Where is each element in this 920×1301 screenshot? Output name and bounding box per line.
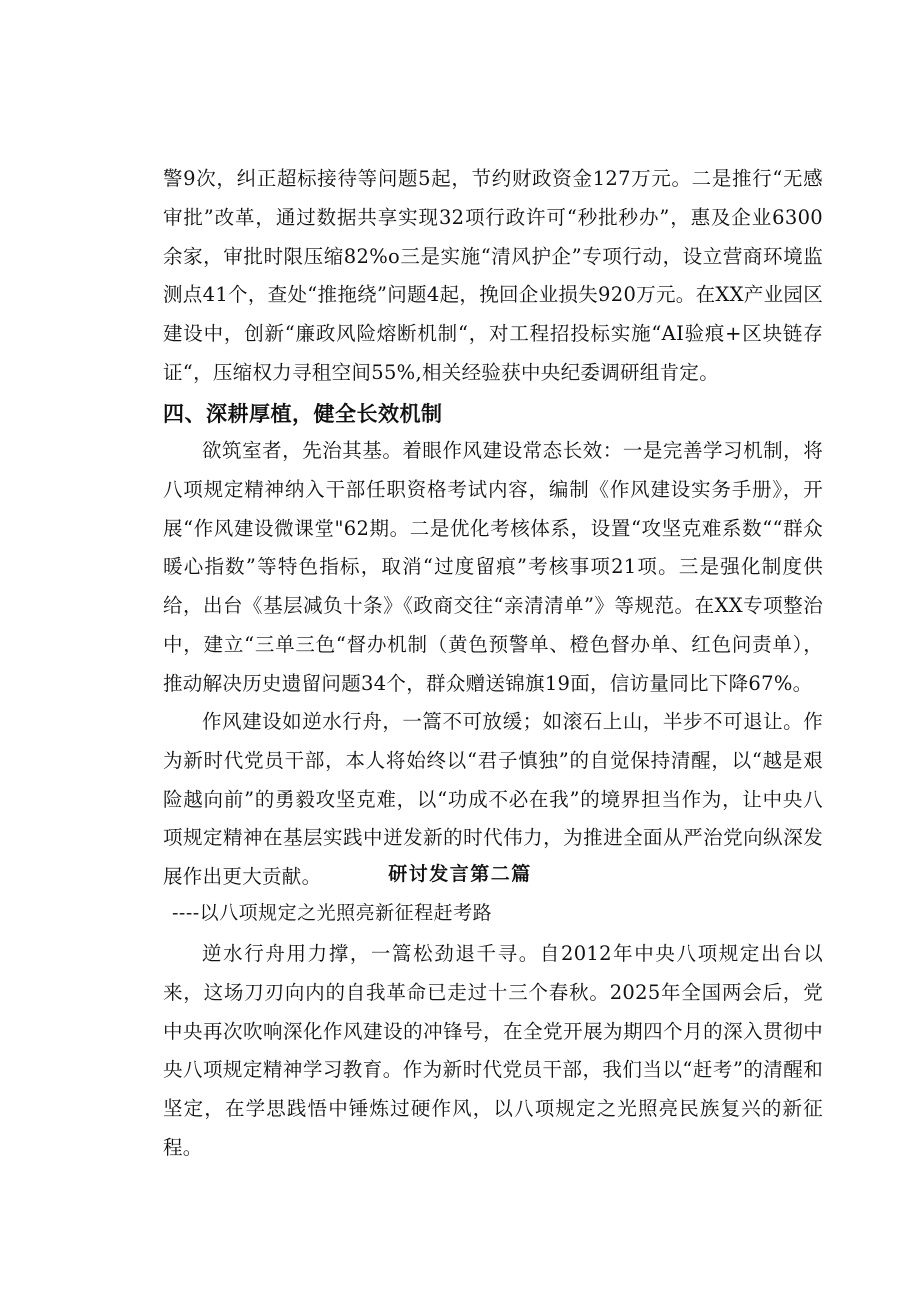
section-heading: 四、深耕厚植，健全长效机制 [163, 402, 443, 426]
paragraph-intro: 逆水行舟用力撑，一篙松劲退千寻。自2012年中央八项规定出台以来，这场刀刃向内的自我革命已走过十三个春秋。2025年全国两会后，党中央再次吹响深化作风建设的冲锋号，在全党开展为期四个月的深入贯彻中央八项规定精神学习教育。作为新时代党员干部，我们当以“赶考”的清醒和坚定，在学思践悟中锤炼过硬作风，以八项规定之光照亮民族复兴的新征程。 [163, 942, 823, 1159]
paragraph-continued: 警9次，纠正超标接待等问题5起，节约财政资金127万元。二是推行“无感审批”改革，通过数据共享实现32项行政许可“秒批秒办”，惠及企业6300余家，审批时限压缩82%o三是实施“清风护企”专项行动，设立营商环境监测点41个，查处“推拖绕”问题4起，挽回企业损失920万元。在XX产业园区建设中，创新“廉政风险熔断机制“，对工程招投标实施“AI验痕+区块链存证“，压缩权力寻租空间55%,相关经验获中央纪委调研组肯定。 [163, 167, 823, 384]
article-subtitle: ----以八项规定之光照亮新征程赶考路 [172, 902, 493, 924]
paragraph-conclusion: 作风建设如逆水行舟，一篙不可放缓；如滚石上山，半步不可退让。作为新时代党员干部，本人将始终以“君子慎独”的自觉保持清醒，以“越是艰险越向前”的勇毅攻坚克难，以“功成不必在我”的境界担当作为，让中央八项规定精神在基层实践中迸发新的时代伟力，为推进全面从严治党向纵深发展作出更大贡献。 [163, 710, 823, 889]
article-title: 研讨发言第二篇 [388, 863, 532, 885]
paragraph-mechanism: 欲筑室者，先治其基。着眼作风建设常态长效：一是完善学习机制，将八项规定精神纳入干部任职资格考试内容，编制《作风建设实务手册》，开展“作风建设微课堂"62期。二是优化考核体系，设置“攻坚克难系数““群众暖心指数”等特色指标，取消“过度留痕”考核事项21项。三是强化制度供给，出台《基层减负十条》《政商交往“亲清清单”》等规范。在XX专项整治中，建立“三单三色“督办机制（黄色预警单、橙色督办单、红色问责单），推动解决历史遗留问题34个，群众赠送锦旗19面，信访量同比下降67%。 [163, 439, 823, 695]
